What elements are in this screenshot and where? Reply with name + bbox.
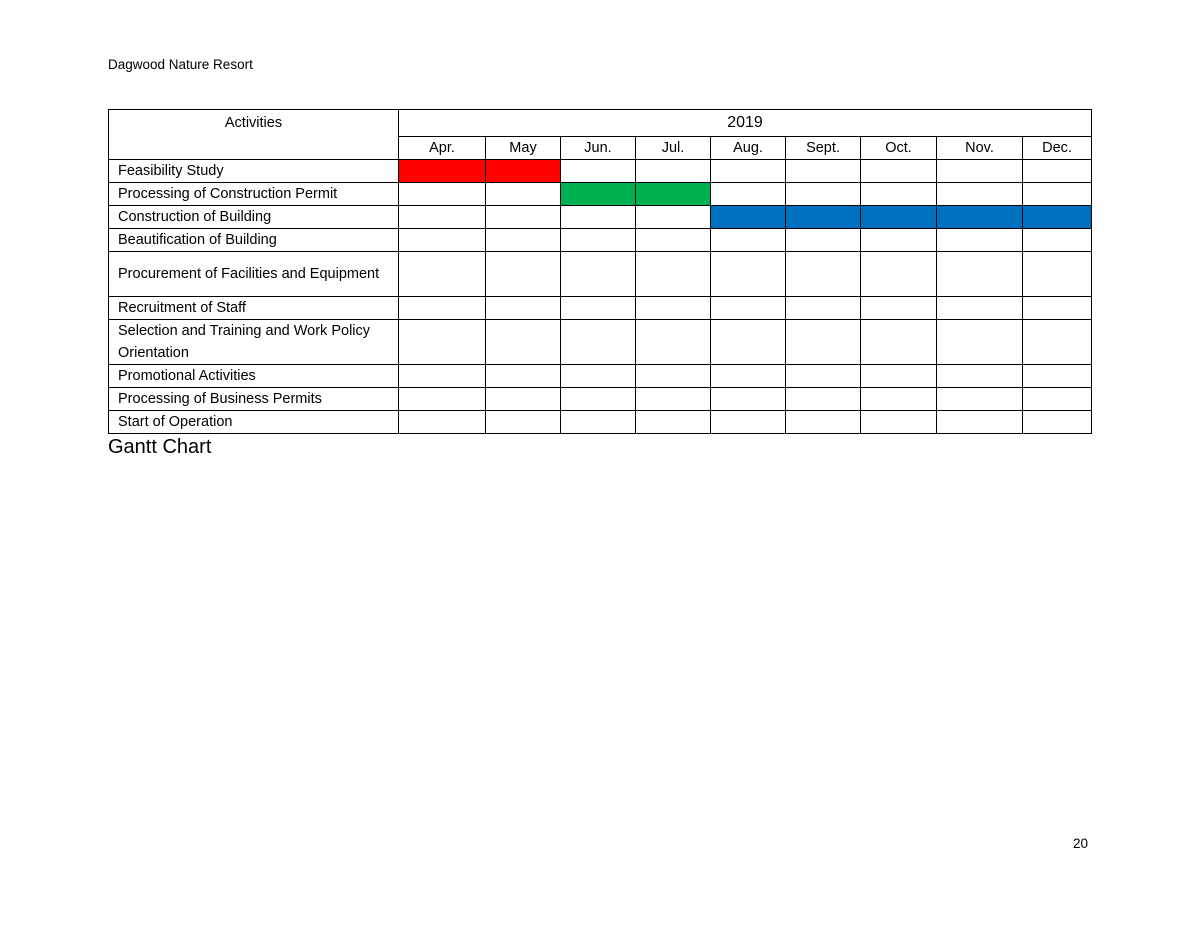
activity-label: Procurement of Facilities and Equipment	[109, 252, 399, 297]
gantt-bar-cell	[861, 206, 937, 229]
activity-label: Construction of Building	[109, 206, 399, 229]
table-row	[109, 320, 1092, 365]
gantt-empty-cell	[937, 297, 1023, 320]
table-row	[109, 365, 1092, 388]
activity-label: Start of Operation	[109, 411, 399, 434]
gantt-empty-cell	[636, 160, 711, 183]
month-header-sept: Sept.	[786, 137, 861, 160]
gantt-bar-cell	[937, 206, 1023, 229]
document-header: Dagwood Nature Resort	[108, 57, 253, 72]
gantt-empty-cell	[636, 252, 711, 297]
gantt-empty-cell	[861, 411, 937, 434]
gantt-empty-cell	[937, 365, 1023, 388]
gantt-empty-cell	[561, 160, 636, 183]
table-row	[109, 206, 1092, 229]
gantt-empty-cell	[486, 252, 561, 297]
gantt-bar-cell	[1023, 206, 1092, 229]
gantt-empty-cell	[786, 411, 861, 434]
gantt-empty-cell	[636, 229, 711, 252]
table-row	[109, 160, 1092, 183]
gantt-empty-cell	[711, 160, 786, 183]
gantt-table	[108, 109, 1092, 434]
gantt-empty-cell	[636, 388, 711, 411]
gantt-empty-cell	[486, 297, 561, 320]
gantt-empty-cell	[861, 365, 937, 388]
table-row	[109, 229, 1092, 252]
gantt-empty-cell	[636, 206, 711, 229]
gantt-empty-cell	[937, 411, 1023, 434]
gantt-empty-cell	[486, 365, 561, 388]
activity-label: Selection and Training and Work Policy Orientation	[109, 320, 399, 365]
table-row	[109, 297, 1092, 320]
gantt-empty-cell	[937, 388, 1023, 411]
gantt-empty-cell	[399, 320, 486, 365]
gantt-empty-cell	[636, 320, 711, 365]
month-header-aug: Aug.	[711, 137, 786, 160]
gantt-empty-cell	[786, 252, 861, 297]
table-row	[109, 183, 1092, 206]
gantt-empty-cell	[399, 252, 486, 297]
header-row-year	[109, 110, 1092, 137]
gantt-empty-cell	[937, 183, 1023, 206]
gantt-empty-cell	[561, 229, 636, 252]
month-header-nov: Nov.	[937, 137, 1023, 160]
gantt-empty-cell	[486, 183, 561, 206]
month-header-may: May	[486, 137, 561, 160]
gantt-empty-cell	[486, 388, 561, 411]
chart-caption: Gantt Chart	[108, 436, 212, 458]
month-header-jul: Jul.	[636, 137, 711, 160]
gantt-empty-cell	[711, 297, 786, 320]
gantt-empty-cell	[486, 411, 561, 434]
gantt-empty-cell	[561, 320, 636, 365]
gantt-empty-cell	[861, 297, 937, 320]
gantt-empty-cell	[399, 388, 486, 411]
activities-header: Activities	[109, 110, 399, 160]
gantt-empty-cell	[561, 297, 636, 320]
gantt-empty-cell	[861, 388, 937, 411]
gantt-empty-cell	[711, 365, 786, 388]
gantt-empty-cell	[786, 297, 861, 320]
table-row	[109, 388, 1092, 411]
month-header-dec: Dec.	[1023, 137, 1092, 160]
month-header-jun: Jun.	[561, 137, 636, 160]
gantt-empty-cell	[1023, 183, 1092, 206]
gantt-empty-cell	[786, 229, 861, 252]
gantt-empty-cell	[486, 229, 561, 252]
gantt-bar-cell	[561, 183, 636, 206]
gantt-bar-cell	[399, 160, 486, 183]
gantt-empty-cell	[486, 206, 561, 229]
gantt-empty-cell	[786, 183, 861, 206]
gantt-empty-cell	[1023, 365, 1092, 388]
gantt-empty-cell	[711, 411, 786, 434]
gantt-empty-cell	[711, 183, 786, 206]
gantt-empty-cell	[636, 297, 711, 320]
activity-label: Feasibility Study	[109, 160, 399, 183]
gantt-empty-cell	[786, 320, 861, 365]
gantt-empty-cell	[561, 252, 636, 297]
gantt-empty-cell	[636, 365, 711, 388]
gantt-empty-cell	[1023, 297, 1092, 320]
gantt-empty-cell	[1023, 411, 1092, 434]
gantt-empty-cell	[711, 252, 786, 297]
gantt-empty-cell	[561, 365, 636, 388]
gantt-empty-cell	[399, 183, 486, 206]
gantt-empty-cell	[937, 320, 1023, 365]
gantt-empty-cell	[1023, 252, 1092, 297]
gantt-empty-cell	[561, 411, 636, 434]
gantt-empty-cell	[561, 388, 636, 411]
gantt-empty-cell	[861, 183, 937, 206]
gantt-empty-cell	[711, 320, 786, 365]
activity-label: Recruitment of Staff	[109, 297, 399, 320]
gantt-empty-cell	[711, 229, 786, 252]
gantt-empty-cell	[786, 365, 861, 388]
table-row	[109, 411, 1092, 434]
gantt-empty-cell	[636, 411, 711, 434]
gantt-empty-cell	[861, 160, 937, 183]
gantt-bar-cell	[486, 160, 561, 183]
gantt-empty-cell	[937, 160, 1023, 183]
activity-label: Promotional Activities	[109, 365, 399, 388]
month-header-apr: Apr.	[399, 137, 486, 160]
activity-label: Beautification of Building	[109, 229, 399, 252]
gantt-empty-cell	[561, 206, 636, 229]
gantt-bar-cell	[636, 183, 711, 206]
gantt-empty-cell	[1023, 388, 1092, 411]
table-row	[109, 252, 1092, 297]
year-header: 2019	[399, 110, 1092, 137]
month-header-oct: Oct.	[861, 137, 937, 160]
gantt-empty-cell	[399, 229, 486, 252]
gantt-empty-cell	[1023, 320, 1092, 365]
gantt-empty-cell	[937, 252, 1023, 297]
activity-label: Processing of Business Permits	[109, 388, 399, 411]
activity-label: Processing of Construction Permit	[109, 183, 399, 206]
gantt-empty-cell	[399, 411, 486, 434]
page-number: 20	[1073, 836, 1089, 851]
gantt-bar-cell	[711, 206, 786, 229]
gantt-bar-cell	[786, 206, 861, 229]
gantt-empty-cell	[937, 229, 1023, 252]
gantt-empty-cell	[1023, 160, 1092, 183]
gantt-empty-cell	[711, 388, 786, 411]
gantt-empty-cell	[399, 206, 486, 229]
gantt-empty-cell	[486, 320, 561, 365]
gantt-empty-cell	[786, 388, 861, 411]
gantt-empty-cell	[399, 297, 486, 320]
gantt-empty-cell	[1023, 229, 1092, 252]
gantt-empty-cell	[861, 229, 937, 252]
gantt-empty-cell	[786, 160, 861, 183]
gantt-empty-cell	[399, 365, 486, 388]
gantt-empty-cell	[861, 252, 937, 297]
gantt-empty-cell	[861, 320, 937, 365]
